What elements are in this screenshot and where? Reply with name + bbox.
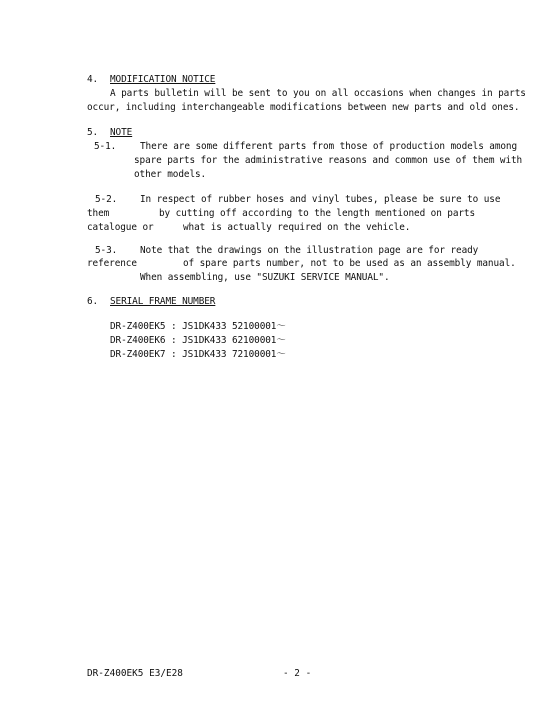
section-5-title: NOTE (110, 127, 133, 138)
item-5-3-line-1: Note that the drawings on the illustration page are for ready (140, 245, 479, 256)
section-4-number: 4. (87, 74, 99, 85)
item-5-3-line-2b: of spare parts number, not to be used as an assembly manual. (183, 258, 516, 269)
section-4-line-2: occur, including interchangeable modifications between new parts and old ones. (87, 102, 520, 113)
item-5-3-line-2a: reference (87, 258, 137, 269)
item-5-1-number: 5-1. (94, 141, 117, 152)
item-5-2-number: 5-2. (95, 194, 118, 205)
serial-row: DR-Z400EK6 : JS1DK433 62100001～ (110, 335, 286, 346)
item-5-3-line-3: When assembling, use "SUZUKI SERVICE MANUAL". (140, 272, 390, 283)
footer-model: DR-Z400EK5 E3/E28 (87, 668, 183, 679)
section-5-number: 5. (87, 127, 99, 138)
footer-page-number: - 2 - (283, 668, 312, 679)
item-5-2-line-3b: what is actually required on the vehicle. (183, 222, 411, 233)
item-5-1-line-3: other models. (134, 169, 207, 180)
serial-row: DR-Z400EK5 : JS1DK433 52100001～ (110, 321, 286, 332)
item-5-1-line-1: There are some different parts from those of production models among (140, 141, 518, 152)
section-4-title: MODIFICATION NOTICE (110, 74, 216, 85)
item-5-3-number: 5-3. (95, 245, 118, 256)
section-6-number: 6. (87, 296, 99, 307)
item-5-2-line-2a: them (87, 208, 110, 219)
item-5-2-line-1: In respect of rubber hoses and vinyl tubes, please be sure to use (140, 194, 501, 205)
item-5-2-line-3a: catalogue or (87, 222, 154, 233)
section-6-title: SERIAL FRAME NUMBER (110, 296, 216, 307)
item-5-2-line-2b: by cutting off according to the length mentioned on parts (159, 208, 476, 219)
serial-row: DR-Z400EK7 : JS1DK433 72100001～ (110, 349, 286, 360)
section-4-line-1: A parts bulletin will be sent to you on all occasions when changes in parts (110, 88, 526, 99)
item-5-1-line-2: spare parts for the administrative reasons and common use of them with (134, 155, 523, 166)
